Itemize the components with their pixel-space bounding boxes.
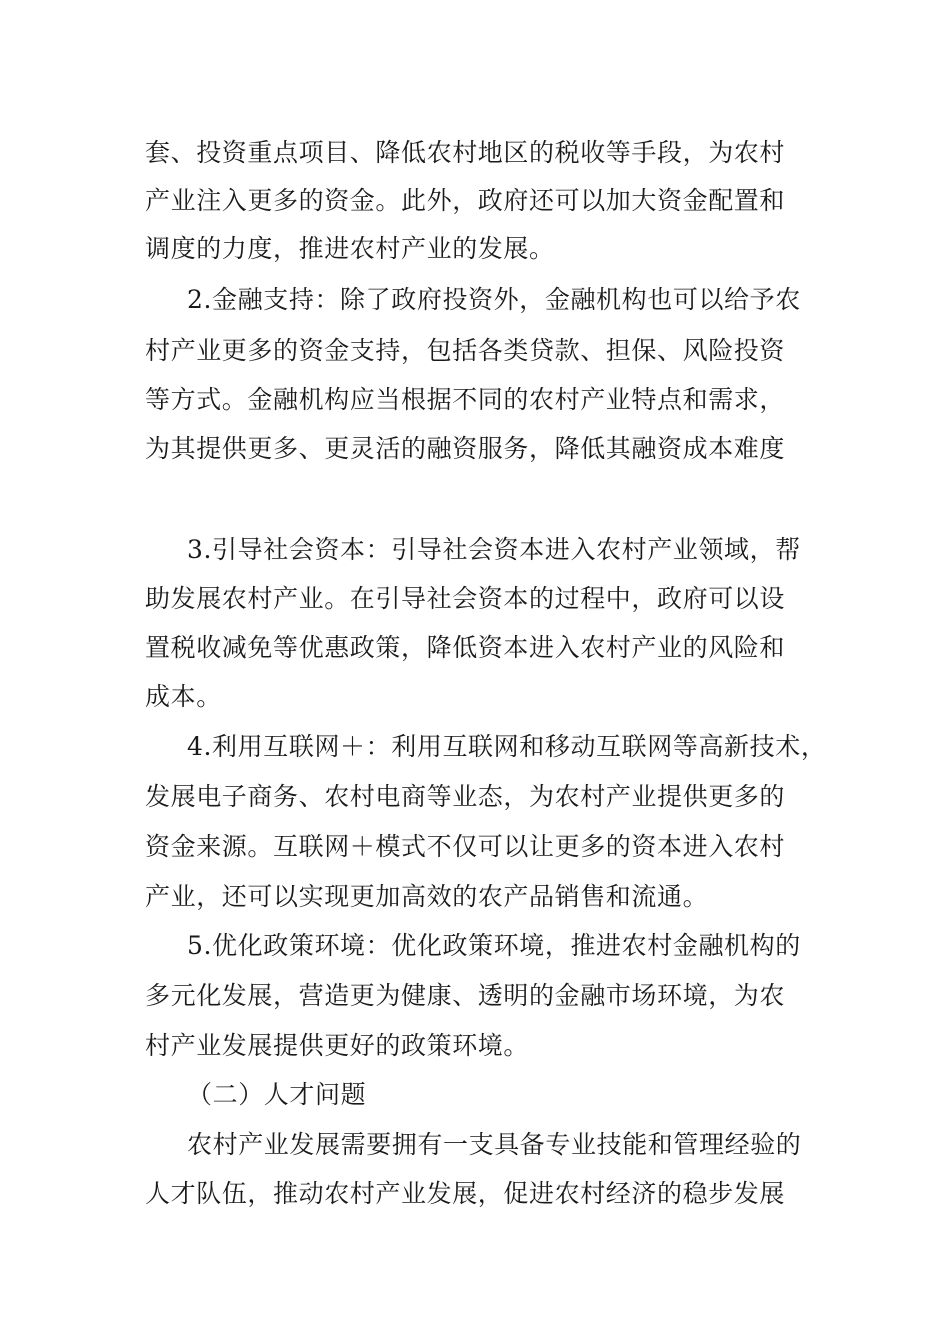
paragraph-line: 调度的力度，推进农村产业的发展。	[145, 234, 555, 263]
paragraph-line: 为其提供更多、更灵活的融资服务，降低其融资成本难度	[145, 434, 786, 463]
section-heading: （二）人才问题	[187, 1080, 367, 1109]
paragraph-line: 村产业更多的资金支持，包括各类贷款、担保、风险投资	[145, 336, 786, 365]
paragraph-line: 套、投资重点项目、降低农村地区的税收等手段，为农村	[145, 138, 786, 167]
list-item-2-line: 2.金融支持：除了政府投资外，金融机构也可以给予农	[187, 285, 801, 314]
paragraph-line: 置税收减免等优惠政策，降低资本进入农村产业的风险和	[145, 633, 786, 662]
list-item-4-line: 4.利用互联网＋：利用互联网和移动互联网等高新技术，	[187, 732, 827, 761]
paragraph-line: 发展电子商务、农村电商等业态，为农村产业提供更多的	[145, 782, 786, 811]
paragraph-line: 等方式。金融机构应当根据不同的农村产业特点和需求，	[145, 385, 786, 414]
paragraph-line: 农村产业发展需要拥有一支具备专业技能和管理经验的	[187, 1130, 802, 1159]
paragraph-line: 人才队伍，推动农村产业发展，促进农村经济的稳步发展	[145, 1179, 786, 1208]
paragraph-line: 产业注入更多的资金。此外，政府还可以加大资金配置和	[145, 186, 786, 215]
list-item-5-line: 5.优化政策环境：优化政策环境，推进农村金融机构的	[187, 931, 801, 960]
list-item-3-line: 3.引导社会资本：引导社会资本进入农村产业领域，帮	[187, 535, 801, 564]
paragraph-line: 资金来源。互联网＋模式不仅可以让更多的资本进入农村	[145, 832, 786, 861]
paragraph-line: 助发展农村产业。在引导社会资本的过程中，政府可以设	[145, 584, 786, 613]
paragraph-line: 产业，还可以实现更加高效的农产品销售和流通。	[145, 882, 709, 911]
paragraph-line: 村产业发展提供更好的政策环境。	[145, 1031, 530, 1060]
paragraph-line: 多元化发展，营造更为健康、透明的金融市场环境，为农	[145, 981, 786, 1010]
paragraph-line: 成本。	[145, 682, 222, 711]
